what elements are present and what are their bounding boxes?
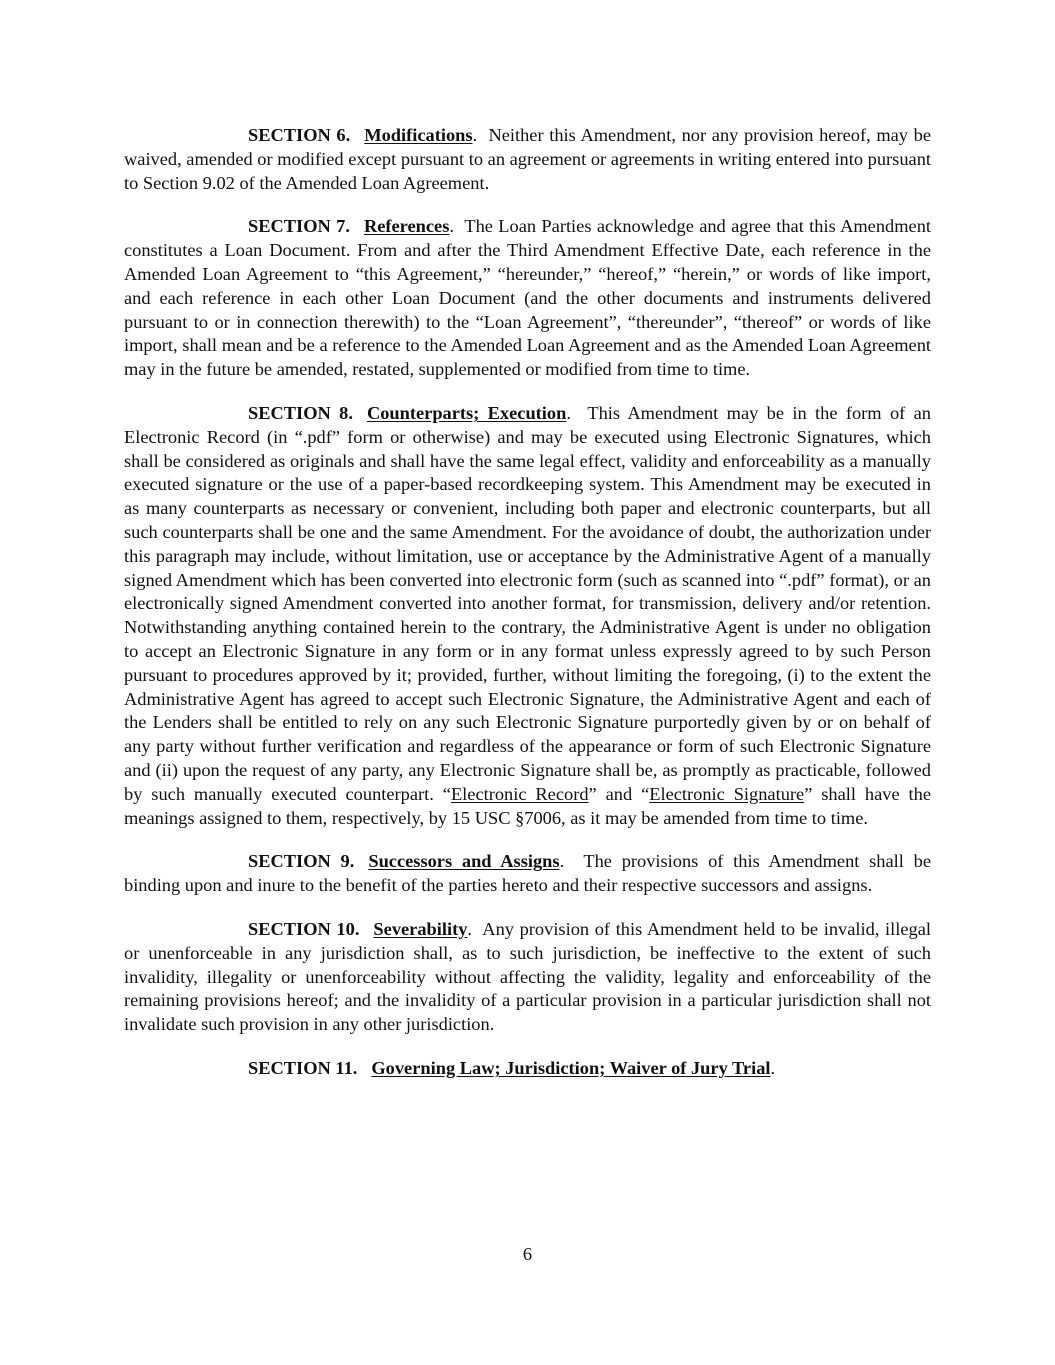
section-10: SECTION 10. Severability. Any provision of this Amendment held to be invalid, illegal or unenforceable in any jurisdiction shall, as to such jurisdiction, be ineffective to the extent of such invalidity, illegality or unenforceability without affecting the validity, legality and enforceability of the remaining provisions hereof; and the invalidity of a particular provision in a particular jurisdiction shall not invalidate such provision in any other jurisdiction.	[124, 918, 931, 1035]
section-8-text-part-2: ” and “	[588, 783, 650, 804]
section-11-title: Governing Law; Jurisdiction; Waiver of Jury Trial	[371, 1057, 771, 1078]
section-8: SECTION 8. Counterparts; Execution. This Amendment may be in the form of an Electronic Record (in “.pdf” form or otherwise) and may be executed using Electronic Signatures, which shall be considered as originals and shall have the same legal effect, validity and enforceability as a manually executed signature or the use of a paper-based recordkeeping system. This Amendment may be executed in as many counterparts as necessary or convenient, including both paper and electronic counterparts, but all such counterparts shall be one and the same Amendment. For the avoidance of doubt, the authorization under this paragraph may include, without limitation, use or acceptance by the Administrative Agent of a manually signed Amendment which has been converted into electronic form (such as scanned into “.pdf” format), or an electronically signed Amendment converted into another format, for transmission, delivery and/or retention. Notwithstanding anything contained herein to the contrary, the Administrative Agent is under no obligation to accept an Electronic Signature in any form or in any format unless expressly agreed to by such Person pursuant to procedures approved by it; provided, further, without limiting the foregoing, (i) to the extent the Administrative Agent has agreed to accept such Electronic Signature, the Administrative Agent and each of the Lenders shall be entitled to rely on any such Electronic Signature purportedly given by or on behalf of any party without further verification and regardless of the appearance or form of such Electronic Signature and (ii) upon the request of any party, any Electronic Signature shall be, as promptly as practicable, followed by such manually executed counterpart. “Electronic Record” and “Electronic Signature” shall have the meanings assigned to them, respectively, by 15 USC §7006, as it may be amended from time to time.	[124, 402, 932, 828]
section-8-text-part-1: This Amendment may be in the form of an Electronic Record (in “.pdf” form or otherwise) and may be executed using Electronic Signatures, which shall be considered as originals and shall have the same legal effect, validity and enforceability as a manually executed signature or the use of a paper-based recordkeeping system. This Amendment may be executed in as many counterparts as necessary or convenient, including both paper and electronic counterparts, but all such counterparts shall be one and the same Amendment. For the avoidance of doubt, the authorization under this paragraph may include, without limitation, use or acceptance by the Administrative Agent of a manually signed Amendment which has been converted into electronic form (such as scanned into “.pdf” format), or an electronically signed Amendment converted into another format, for transmission, delivery and/or retention. Notwithstanding anything contained herein to the contrary, the Administrative Agent is under no obligation to accept an Electronic Signature in any form or in any format unless expressly agreed to by such Person pursuant to procedures approved by it; provided, further, without limiting the foregoing, (i) to the extent the Administrative Agent has agreed to accept such Electronic Signature, the Administrative Agent and each of the Lenders shall be entitled to rely on any such Electronic Signature purportedly given by or on behalf of any party without further verification and regardless of the appearance or form of such Electronic Signature and (ii) upon the request of any party, any Electronic Signature shall be, as promptly as practicable, followed by such manually executed counterpart. “	[124, 402, 931, 804]
section-6-title: Modifications	[364, 125, 473, 145]
page-number: 6	[522, 1244, 533, 1264]
section-8-text-part-3: ” shall have the meanings assigned to them, respectively, by 15 USC §7006, as it may be amended from time to time.	[124, 783, 932, 828]
section-10-title: Severability	[373, 918, 468, 939]
section-7: SECTION 7. References. The Loan Parties acknowledge and agree that this Amendment constitutes a Loan Document. From and after the Third Amendment Effective Date, each reference in the Amended Loan Agreement to “this Agreement,” “hereunder,” “hereof,” “herein,” or words of like import, and each reference in each other Loan Document (and the other documents and instruments delivered pursuant to or in connection therewith) to the “Loan Agreement”, “thereunder”, “thereof” or words of like import, shall mean and be a reference to the Amended Loan Agreement and as the Amended Loan Agreement may in the future be amended, restated, supplemented or modified from time to time.	[124, 216, 931, 380]
section-9-number: SECTION 9.	[248, 851, 355, 872]
electronic-record-term: Electronic Record	[450, 783, 589, 804]
section-8-number: SECTION 8.	[248, 402, 353, 423]
section-8-title: Counterparts; Execution	[366, 402, 567, 423]
section-10-text: Any provision of this Amendment held to be invalid, illegal or unenforceable in any jurisdiction shall, as to such jurisdiction, be ineffective to the extent of such invalidity, illegality or unenforceability without affecting the validity, legality and enforceability of the remaining provisions hereof; and the invalidity of a particular provision in a particular jurisdiction shall not invalidate such provision in any other jurisdiction.	[124, 918, 931, 1035]
electronic-signature-term: Electronic Signature	[649, 783, 805, 804]
section-11: SECTION 11. Governing Law; Jurisdiction; Waiver of Jury Trial.	[124, 1057, 931, 1081]
section-11-number: SECTION 11.	[248, 1057, 358, 1078]
document-page	[124, 124, 931, 1101]
section-6-number: SECTION 6.	[248, 125, 351, 145]
section-7-title: References	[363, 216, 450, 237]
section-7-number: SECTION 7.	[248, 216, 350, 237]
section-6-text: Neither this Amendment, nor any provision hereof, may be waived, amended or modified except pursuant to an agreement or agreements in writing entered into pursuant to Section 9.02 of the Amended Loan Agreement.	[124, 125, 931, 193]
section-9-text: The provisions of this Amendment shall be binding upon and inure to the benefit of the parties hereto and their respective successors and assigns.	[124, 851, 931, 896]
section-9: SECTION 9. Successors and Assigns. The provisions of this Amendment shall be binding upon and inure to the benefit of the parties hereto and their respective successors and assigns.	[124, 851, 931, 896]
section-7-text: The Loan Parties acknowledge and agree that this Amendment constitutes a Loan Document. From and after the Third Amendment Effective Date, each reference in the Amended Loan Agreement to “this Agreement,” “hereunder,” “hereof,” “herein,” or words of like import, and each reference in each other Loan Document (and the other documents and instruments delivered pursuant to or in connection therewith) to the “Loan Agreement”, “thereunder”, “thereof” or words of like import, shall mean and be a reference to the Amended Loan Agreement and as the Amended Loan Agreement may in the future be amended, restated, supplemented or modified from time to time.	[124, 216, 931, 380]
section-6: SECTION 6. Modifications. Neither this Amendment, nor any provision hereof, may be waived, amended or modified except pursuant to an agreement or agreements in writing entered into pursuant to Section 9.02 of the Amended Loan Agreement.	[124, 125, 931, 193]
section-10-number: SECTION 10.	[248, 918, 360, 939]
section-9-title: Successors and Assigns	[368, 851, 560, 872]
